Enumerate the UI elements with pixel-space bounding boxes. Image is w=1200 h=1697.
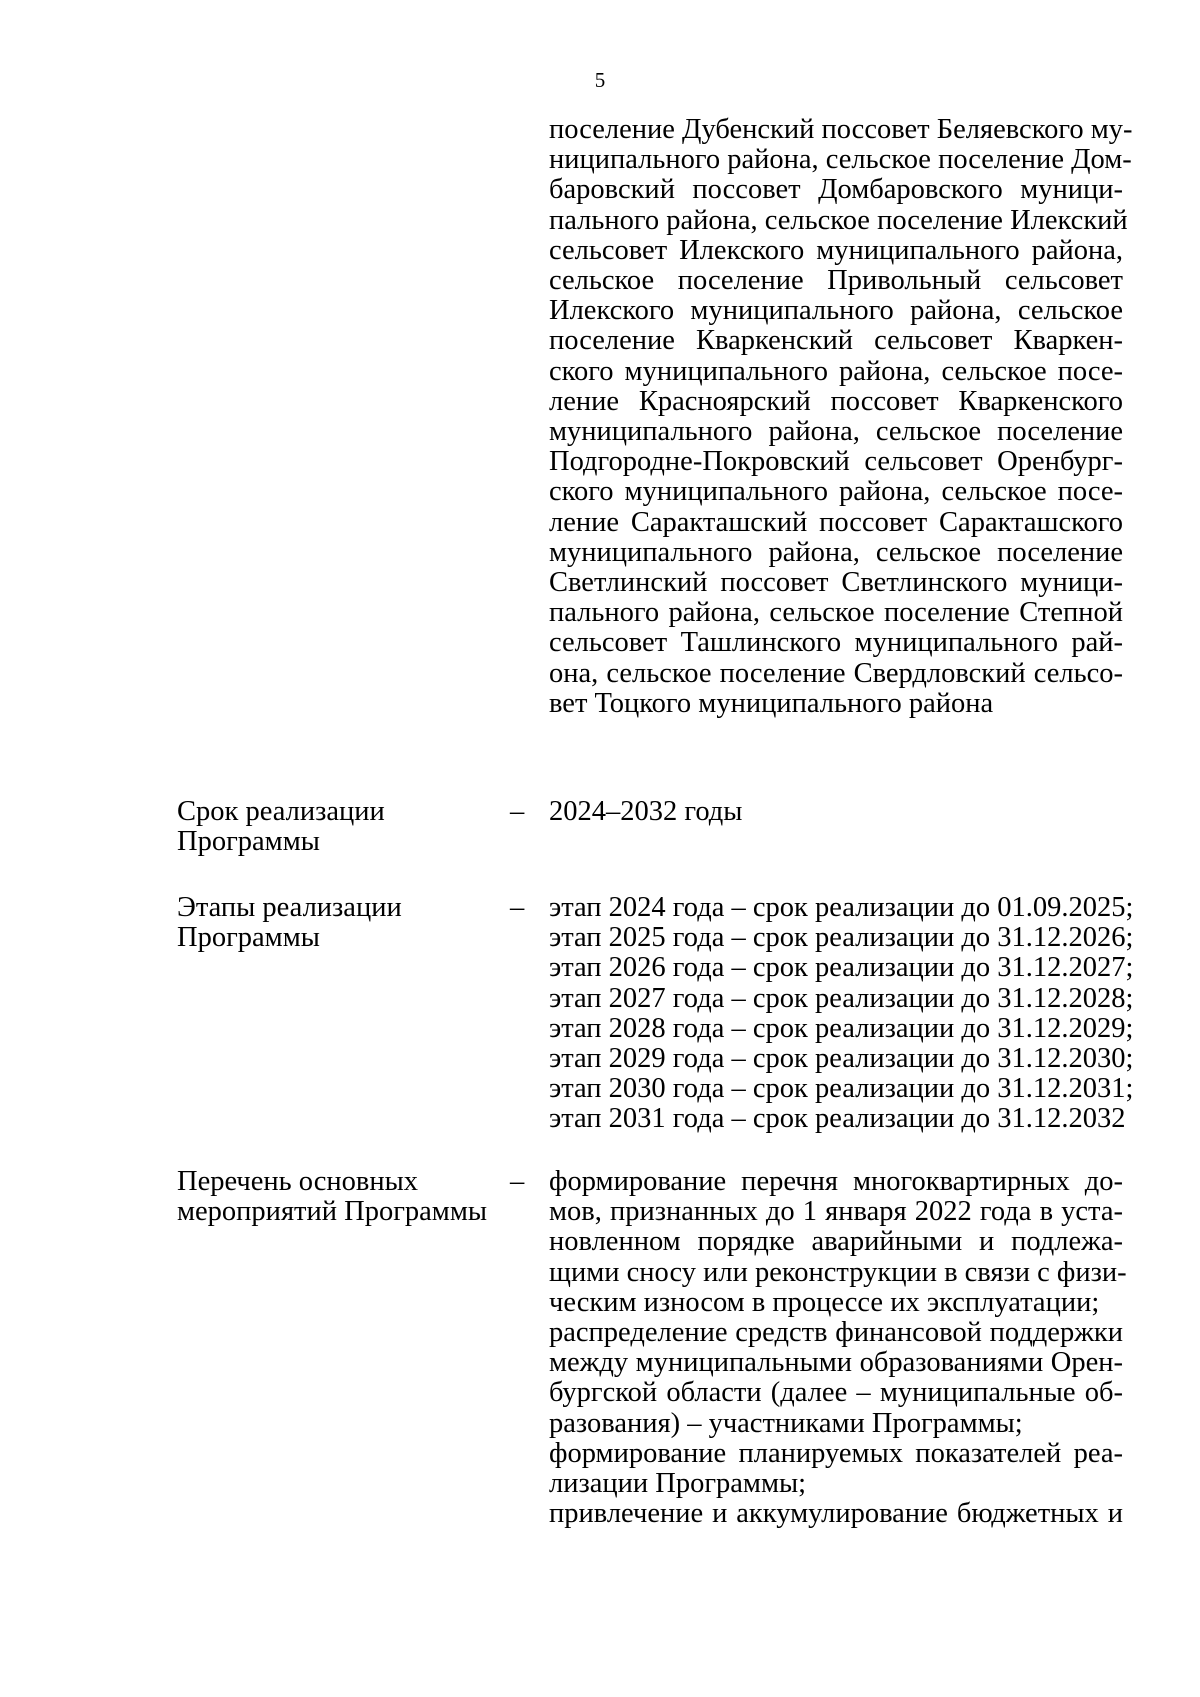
- value-line: ческим износом в процессе их эксплуатации;: [549, 1286, 1100, 1318]
- stage-line: этап 2026 года – срок реализации до 31.12.2027;: [549, 952, 1134, 984]
- label-line: Перечень основных: [177, 1166, 418, 1197]
- value-line: мов, признанных до 1 января 2022 года в уста-: [549, 1196, 1123, 1228]
- intro-line: сельсовет Илекского муниципального района,: [549, 234, 1123, 266]
- label-line: Этапы реализации: [177, 892, 402, 923]
- section-label: [177, 1167, 517, 1227]
- intro-paragraph: [549, 114, 1133, 719]
- intro-line: Илекского муниципального района, сельское: [549, 295, 1123, 327]
- section-dash: –: [510, 1166, 525, 1197]
- intro-line: баровский поссовет Домбаровского муници-: [549, 174, 1123, 206]
- stage-line: этап 2029 года – срок реализации до 31.12.2030;: [549, 1043, 1134, 1075]
- stage-line: этап 2030 года – срок реализации до 31.12.2031;: [549, 1073, 1134, 1105]
- intro-line: пального района, сельское поселение Степной: [549, 597, 1123, 629]
- stage-line: этап 2027 года – срок реализации до 31.12.2028;: [549, 982, 1134, 1014]
- stage-line: этап 2025 года – срок реализации до 31.12.2026;: [549, 922, 1134, 954]
- page-number: 5: [594, 68, 606, 92]
- section-value: [549, 797, 1123, 827]
- section-value: [549, 1166, 1127, 1530]
- intro-line: ление Красноярский поссовет Кваркенского: [549, 385, 1123, 417]
- section-dash: –: [510, 796, 525, 827]
- intro-line: она, сельское поселение Свердловский сельсо-: [549, 657, 1123, 689]
- label-line: Программы: [177, 922, 320, 954]
- intro-line: поселение Кваркенский сельсовет Кваркен-: [549, 325, 1123, 357]
- intro-line: Подгородне-Покровский сельсовет Оренбург-: [549, 446, 1123, 478]
- value-line: между муниципальными образованиями Орен-: [549, 1347, 1123, 1379]
- stage-line: этап 2028 года – срок реализации до 31.12.2029;: [549, 1012, 1134, 1044]
- intro-line: Светлинский поссовет Светлинского муници-: [549, 567, 1123, 599]
- intro-line: муниципального района, сельское поселение: [549, 416, 1123, 448]
- intro-line: ниципального района, сельское поселение Дом-: [549, 144, 1132, 176]
- stage-line: этап 2024 года – срок реализации до 01.09.2025;: [549, 892, 1134, 923]
- intro-line: пального района, сельское поселение Илекский: [549, 204, 1128, 236]
- value-line: щими сносу или реконструкции в связи с физи-: [549, 1256, 1127, 1288]
- section-dash: –: [510, 892, 525, 923]
- section-label: [177, 893, 517, 953]
- value-line: бургской области (далее – муниципальные об-: [549, 1377, 1123, 1409]
- value-line: привлечение и аккумулирование бюджетных и: [549, 1498, 1123, 1530]
- label-line: Программы: [177, 826, 320, 858]
- label-line: мероприятий Программы: [177, 1196, 488, 1228]
- intro-line: ского муниципального района, сельское посе-: [549, 355, 1123, 387]
- value-line: распределение средств финансовой поддержки: [549, 1317, 1123, 1349]
- intro-line: ского муниципального района, сельское посе-: [549, 476, 1123, 508]
- value-line: формирование перечня многоквартирных до-: [549, 1166, 1123, 1197]
- stage-line: этап 2031 года – срок реализации до 31.12.2032: [549, 1103, 1126, 1135]
- intro-line: вет Тоцкого муниципального района: [549, 687, 994, 719]
- section-value: [549, 892, 1134, 1135]
- value-line: разования) – участниками Программы;: [549, 1407, 1023, 1439]
- value-line: новленном порядке аварийными и подлежа-: [549, 1226, 1123, 1258]
- value-line: лизации Программы;: [549, 1468, 807, 1500]
- intro-line: ление Саракташский поссовет Саракташского: [549, 506, 1123, 538]
- label-line: Срок реализации: [177, 796, 385, 827]
- value-line: 2024–2032 годы: [549, 796, 743, 827]
- intro-line: муниципального района, сельское поселение: [549, 536, 1123, 568]
- section-label: [177, 797, 517, 857]
- intro-line: сельсовет Ташлинского муниципального рай-: [549, 627, 1123, 659]
- intro-line: поселение Дубенский поссовет Беляевского му-: [549, 114, 1133, 145]
- intro-line: сельское поселение Привольный сельсовет: [549, 265, 1123, 297]
- value-line: формирование планируемых показателей реа-: [549, 1437, 1123, 1469]
